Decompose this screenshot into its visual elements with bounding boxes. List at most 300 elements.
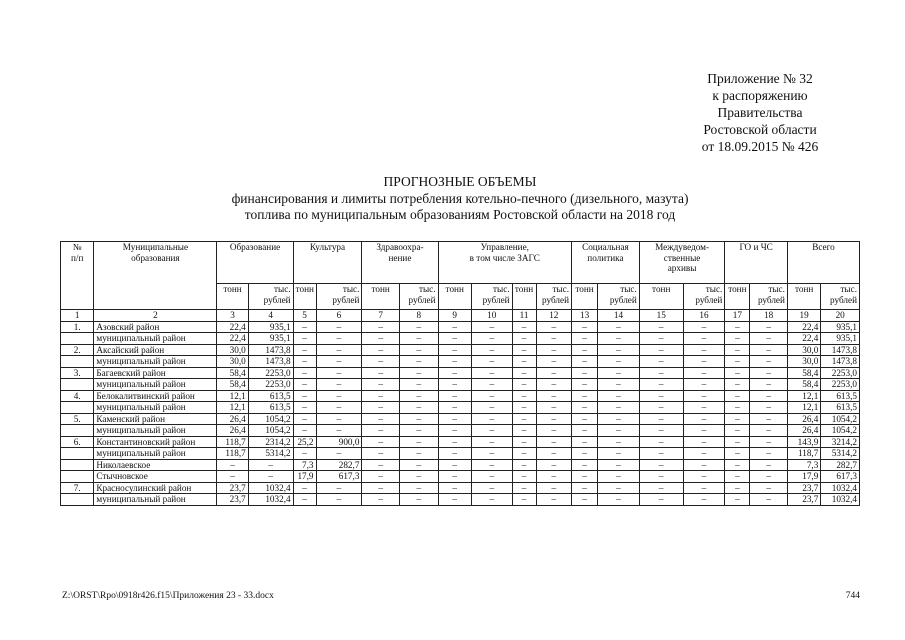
value-cell: – <box>598 356 640 368</box>
value-cell: – <box>536 459 571 471</box>
value-cell: – <box>438 425 471 437</box>
value-cell: – <box>316 344 362 356</box>
header-group: Управление, в том числе ЗАГС <box>438 242 572 284</box>
value-cell: – <box>399 390 438 402</box>
value-cell: – <box>362 494 400 506</box>
value-cell: – <box>572 344 598 356</box>
value-cell: – <box>750 356 788 368</box>
value-cell: – <box>572 482 598 494</box>
value-cell: – <box>399 471 438 483</box>
municipality-name: муниципальный район <box>94 379 217 391</box>
value-cell: – <box>683 413 725 425</box>
municipality-name: Николаевское <box>94 459 217 471</box>
value-cell: – <box>639 333 683 345</box>
value-cell: 12,1 <box>217 390 248 402</box>
row-number <box>61 356 94 368</box>
value-cell: – <box>683 402 725 414</box>
row-number <box>61 425 94 437</box>
municipality-name: Каменский район <box>94 413 217 425</box>
value-cell: – <box>293 356 316 368</box>
value-cell: – <box>598 379 640 391</box>
value-cell: 2253,0 <box>248 379 293 391</box>
value-cell: – <box>598 344 640 356</box>
value-cell: – <box>438 367 471 379</box>
appendix-line: к распоряжению <box>712 88 808 103</box>
value-cell: 613,5 <box>248 402 293 414</box>
value-cell: – <box>438 494 471 506</box>
column-number: 3 <box>217 310 248 322</box>
value-cell: – <box>362 413 400 425</box>
value-cell: – <box>639 402 683 414</box>
value-cell: – <box>471 333 512 345</box>
appendix-line: Приложение № 32 <box>707 71 813 86</box>
value-cell: – <box>536 321 571 333</box>
value-cell: – <box>750 448 788 460</box>
municipality-name: Азовский район <box>94 321 217 333</box>
row-number: 1. <box>61 321 94 333</box>
row-number <box>61 448 94 460</box>
value-cell: – <box>598 482 640 494</box>
header-unit-ton: тонн <box>293 284 316 310</box>
value-cell: – <box>572 390 598 402</box>
value-cell: – <box>683 356 725 368</box>
row-number: 2. <box>61 344 94 356</box>
row-number <box>61 471 94 483</box>
value-cell: – <box>512 356 536 368</box>
value-cell: 935,1 <box>248 321 293 333</box>
value-cell: – <box>536 494 571 506</box>
value-cell: – <box>598 448 640 460</box>
row-number <box>61 333 94 345</box>
value-cell: – <box>362 333 400 345</box>
value-cell: – <box>438 448 471 460</box>
value-cell: – <box>316 321 362 333</box>
value-cell: – <box>598 390 640 402</box>
value-cell: – <box>438 402 471 414</box>
value-cell: – <box>512 448 536 460</box>
municipality-name: Константиновский район <box>94 436 217 448</box>
table-row <box>61 356 860 368</box>
value-cell: 1054,2 <box>821 413 860 425</box>
value-cell: – <box>293 482 316 494</box>
value-cell: – <box>750 436 788 448</box>
value-cell: – <box>725 367 750 379</box>
column-number: 7 <box>362 310 400 322</box>
value-cell: – <box>598 494 640 506</box>
municipality-name: муниципальный район <box>94 402 217 414</box>
value-cell: – <box>471 367 512 379</box>
header-group: Образование <box>217 242 293 284</box>
value-cell: – <box>438 356 471 368</box>
value-cell: – <box>399 448 438 460</box>
value-cell: 30,0 <box>787 356 820 368</box>
table-row <box>61 379 860 391</box>
value-cell: – <box>750 390 788 402</box>
value-cell: – <box>683 459 725 471</box>
value-cell: 613,5 <box>248 390 293 402</box>
value-cell: – <box>639 459 683 471</box>
value-cell: – <box>293 367 316 379</box>
value-cell: – <box>293 321 316 333</box>
value-cell: – <box>598 413 640 425</box>
value-cell: – <box>316 413 362 425</box>
value-cell: – <box>598 367 640 379</box>
value-cell: – <box>512 459 536 471</box>
column-number: 19 <box>787 310 820 322</box>
value-cell: 25,2 <box>293 436 316 448</box>
value-cell: – <box>572 471 598 483</box>
column-number: 2 <box>94 310 217 322</box>
value-cell: – <box>362 459 400 471</box>
value-cell: 2253,0 <box>821 367 860 379</box>
value-cell: – <box>683 471 725 483</box>
value-cell: 118,7 <box>217 436 248 448</box>
value-cell: – <box>293 333 316 345</box>
value-cell: – <box>316 390 362 402</box>
value-cell: – <box>598 459 640 471</box>
value-cell: – <box>399 459 438 471</box>
column-number: 8 <box>399 310 438 322</box>
municipality-name: Стычновское <box>94 471 217 483</box>
value-cell: – <box>536 436 571 448</box>
value-cell: – <box>471 436 512 448</box>
value-cell: 26,4 <box>787 413 820 425</box>
value-cell: 1473,8 <box>821 344 860 356</box>
value-cell: – <box>316 356 362 368</box>
value-cell: – <box>438 482 471 494</box>
value-cell: – <box>750 459 788 471</box>
table-row <box>61 482 860 494</box>
row-number: 7. <box>61 482 94 494</box>
value-cell: – <box>598 471 640 483</box>
value-cell: 22,4 <box>217 321 248 333</box>
value-cell: 3214,2 <box>821 436 860 448</box>
value-cell: – <box>438 390 471 402</box>
value-cell: – <box>683 367 725 379</box>
column-number: 16 <box>683 310 725 322</box>
value-cell: – <box>512 402 536 414</box>
column-number: 17 <box>725 310 750 322</box>
value-cell: 17,9 <box>787 471 820 483</box>
value-cell: – <box>572 436 598 448</box>
value-cell: – <box>471 321 512 333</box>
value-cell: – <box>471 379 512 391</box>
value-cell: – <box>598 321 640 333</box>
value-cell: – <box>217 471 248 483</box>
value-cell: – <box>362 367 400 379</box>
value-cell: – <box>399 402 438 414</box>
value-cell: – <box>572 494 598 506</box>
value-cell: – <box>399 344 438 356</box>
table-row <box>61 459 860 471</box>
value-cell: – <box>683 344 725 356</box>
forecast-table <box>60 241 860 506</box>
value-cell: – <box>438 413 471 425</box>
value-cell: – <box>316 482 362 494</box>
value-cell: – <box>725 494 750 506</box>
value-cell: 58,4 <box>217 367 248 379</box>
header-group: Всего <box>787 242 859 284</box>
value-cell: – <box>683 436 725 448</box>
value-cell: – <box>639 344 683 356</box>
value-cell: – <box>399 413 438 425</box>
value-cell: – <box>362 425 400 437</box>
value-cell: – <box>536 390 571 402</box>
value-cell: – <box>399 379 438 391</box>
header-group: Культура <box>293 242 362 284</box>
value-cell: – <box>572 402 598 414</box>
header-unit-ton: тонн <box>512 284 536 310</box>
value-cell: – <box>750 482 788 494</box>
value-cell: 12,1 <box>787 402 820 414</box>
value-cell: – <box>512 482 536 494</box>
value-cell: – <box>248 459 293 471</box>
value-cell: – <box>512 367 536 379</box>
value-cell: – <box>362 402 400 414</box>
value-cell: 12,1 <box>787 390 820 402</box>
value-cell: – <box>536 333 571 345</box>
value-cell: – <box>293 413 316 425</box>
value-cell: – <box>639 471 683 483</box>
value-cell: – <box>683 448 725 460</box>
value-cell: – <box>316 448 362 460</box>
value-cell: – <box>598 333 640 345</box>
value-cell: – <box>438 436 471 448</box>
value-cell: – <box>536 402 571 414</box>
header-unit-rub: тыс. рублей <box>248 284 293 310</box>
value-cell: – <box>217 459 248 471</box>
value-cell: – <box>725 459 750 471</box>
value-cell: – <box>316 425 362 437</box>
value-cell: – <box>471 482 512 494</box>
value-cell: 12,1 <box>217 402 248 414</box>
value-cell: 5314,2 <box>248 448 293 460</box>
value-cell: – <box>399 425 438 437</box>
value-cell: – <box>536 356 571 368</box>
header-unit-rub: тыс. рублей <box>750 284 788 310</box>
value-cell: 30,0 <box>787 344 820 356</box>
column-number: 18 <box>750 310 788 322</box>
value-cell: – <box>362 344 400 356</box>
value-cell: 23,7 <box>787 482 820 494</box>
value-cell: – <box>639 390 683 402</box>
value-cell: – <box>750 367 788 379</box>
value-cell: – <box>572 379 598 391</box>
value-cell: – <box>536 367 571 379</box>
title-line: финансирования и лимиты потребления котельно-печного (дизельного, мазута) <box>231 190 689 206</box>
value-cell: – <box>438 379 471 391</box>
value-cell: – <box>639 425 683 437</box>
municipality-name: муниципальный район <box>94 425 217 437</box>
table-row <box>61 448 860 460</box>
value-cell: 935,1 <box>821 333 860 345</box>
header-group: Здравоохра- нение <box>362 242 438 284</box>
header-group: Социальная политика <box>572 242 640 284</box>
row-number: 4. <box>61 390 94 402</box>
value-cell: – <box>683 390 725 402</box>
value-cell: – <box>725 321 750 333</box>
row-number: 3. <box>61 367 94 379</box>
value-cell: – <box>399 333 438 345</box>
column-number: 15 <box>639 310 683 322</box>
footer-file-path: Z:\ORST\Rpo\0918r426.f15\Приложения 23 - 33.docx <box>62 591 274 601</box>
value-cell: – <box>512 471 536 483</box>
header-unit-ton: тонн <box>217 284 248 310</box>
appendix-line: Правительства <box>717 105 803 120</box>
value-cell: – <box>471 425 512 437</box>
header-unit-ton: тонн <box>572 284 598 310</box>
value-cell: 26,4 <box>217 425 248 437</box>
column-number: 4 <box>248 310 293 322</box>
header-unit-rub: тыс. рублей <box>471 284 512 310</box>
value-cell: – <box>750 344 788 356</box>
value-cell: – <box>316 367 362 379</box>
value-cell: – <box>438 321 471 333</box>
value-cell: – <box>750 402 788 414</box>
value-cell: – <box>399 321 438 333</box>
value-cell: – <box>399 356 438 368</box>
value-cell: – <box>725 425 750 437</box>
value-cell: – <box>639 367 683 379</box>
value-cell: 118,7 <box>787 448 820 460</box>
value-cell: – <box>639 379 683 391</box>
municipality-name: Багаевский район <box>94 367 217 379</box>
value-cell: 22,4 <box>787 321 820 333</box>
value-cell: 1473,8 <box>248 344 293 356</box>
value-cell: – <box>750 333 788 345</box>
row-number <box>61 494 94 506</box>
column-number: 20 <box>821 310 860 322</box>
header-unit-ton: тонн <box>725 284 750 310</box>
document-title <box>90 174 830 224</box>
value-cell: – <box>471 459 512 471</box>
value-cell: – <box>438 344 471 356</box>
row-number: 5. <box>61 413 94 425</box>
value-cell: – <box>471 413 512 425</box>
value-cell: – <box>639 482 683 494</box>
value-cell: – <box>725 390 750 402</box>
value-cell: – <box>248 471 293 483</box>
column-number: 13 <box>572 310 598 322</box>
table-row <box>61 344 860 356</box>
value-cell: – <box>750 413 788 425</box>
header-unit-ton: тонн <box>787 284 820 310</box>
value-cell: – <box>725 356 750 368</box>
value-cell: – <box>536 413 571 425</box>
value-cell: 7,3 <box>293 459 316 471</box>
value-cell: 58,4 <box>787 379 820 391</box>
value-cell: – <box>512 413 536 425</box>
value-cell: – <box>750 425 788 437</box>
value-cell: – <box>725 413 750 425</box>
column-number: 5 <box>293 310 316 322</box>
value-cell: 617,3 <box>316 471 362 483</box>
table-row <box>61 494 860 506</box>
value-cell: – <box>683 321 725 333</box>
value-cell: 1032,4 <box>248 482 293 494</box>
value-cell: 613,5 <box>821 390 860 402</box>
footer-page-number: 744 <box>845 591 860 601</box>
appendix-line: от 18.09.2015 № 426 <box>701 139 819 154</box>
municipality-name: Аксайский район <box>94 344 217 356</box>
value-cell: 613,5 <box>821 402 860 414</box>
value-cell: – <box>572 367 598 379</box>
value-cell: – <box>598 425 640 437</box>
value-cell: – <box>293 390 316 402</box>
title-line: топлива по муниципальным образованиям Ростовской области на 2018 год <box>244 207 676 222</box>
value-cell: – <box>512 321 536 333</box>
value-cell: – <box>293 379 316 391</box>
value-cell: 2253,0 <box>821 379 860 391</box>
municipality-name: муниципальный район <box>94 333 217 345</box>
header-unit-rub: тыс. рублей <box>821 284 860 310</box>
value-cell: – <box>399 494 438 506</box>
value-cell: – <box>512 436 536 448</box>
value-cell: 1032,4 <box>821 482 860 494</box>
value-cell: – <box>362 436 400 448</box>
value-cell: – <box>293 494 316 506</box>
value-cell: 22,4 <box>217 333 248 345</box>
value-cell: 17,9 <box>293 471 316 483</box>
header-unit-ton: тонн <box>438 284 471 310</box>
appendix-line: Ростовской области <box>703 122 817 137</box>
column-number: 9 <box>438 310 471 322</box>
value-cell: 30,0 <box>217 344 248 356</box>
column-number: 6 <box>316 310 362 322</box>
value-cell: – <box>399 436 438 448</box>
value-cell: – <box>293 425 316 437</box>
value-cell: – <box>725 402 750 414</box>
value-cell: – <box>362 448 400 460</box>
value-cell: – <box>471 471 512 483</box>
value-cell: – <box>572 321 598 333</box>
table-row <box>61 471 860 483</box>
value-cell: 1473,8 <box>821 356 860 368</box>
value-cell: – <box>362 471 400 483</box>
value-cell: 282,7 <box>316 459 362 471</box>
municipality-name: муниципальный район <box>94 448 217 460</box>
value-cell: 1473,8 <box>248 356 293 368</box>
header-unit-rub: тыс. рублей <box>399 284 438 310</box>
value-cell: 935,1 <box>248 333 293 345</box>
municipality-name: муниципальный район <box>94 494 217 506</box>
value-cell: – <box>471 344 512 356</box>
value-cell: 5314,2 <box>821 448 860 460</box>
value-cell: – <box>362 321 400 333</box>
value-cell: – <box>438 333 471 345</box>
value-cell: 23,7 <box>217 494 248 506</box>
header-unit-rub: тыс. рублей <box>598 284 640 310</box>
table-row <box>61 367 860 379</box>
value-cell: – <box>572 448 598 460</box>
value-cell: 2253,0 <box>248 367 293 379</box>
value-cell: – <box>639 321 683 333</box>
value-cell: – <box>598 402 640 414</box>
value-cell: 22,4 <box>787 333 820 345</box>
value-cell: – <box>293 344 316 356</box>
value-cell: – <box>293 402 316 414</box>
value-cell: – <box>362 356 400 368</box>
table-row <box>61 425 860 437</box>
table-row <box>61 321 860 333</box>
value-cell: 1054,2 <box>248 425 293 437</box>
column-number: 1 <box>61 310 94 322</box>
municipality-name: Красносулинский район <box>94 482 217 494</box>
table-row <box>61 333 860 345</box>
row-number <box>61 459 94 471</box>
value-cell: – <box>683 482 725 494</box>
value-cell: – <box>639 436 683 448</box>
